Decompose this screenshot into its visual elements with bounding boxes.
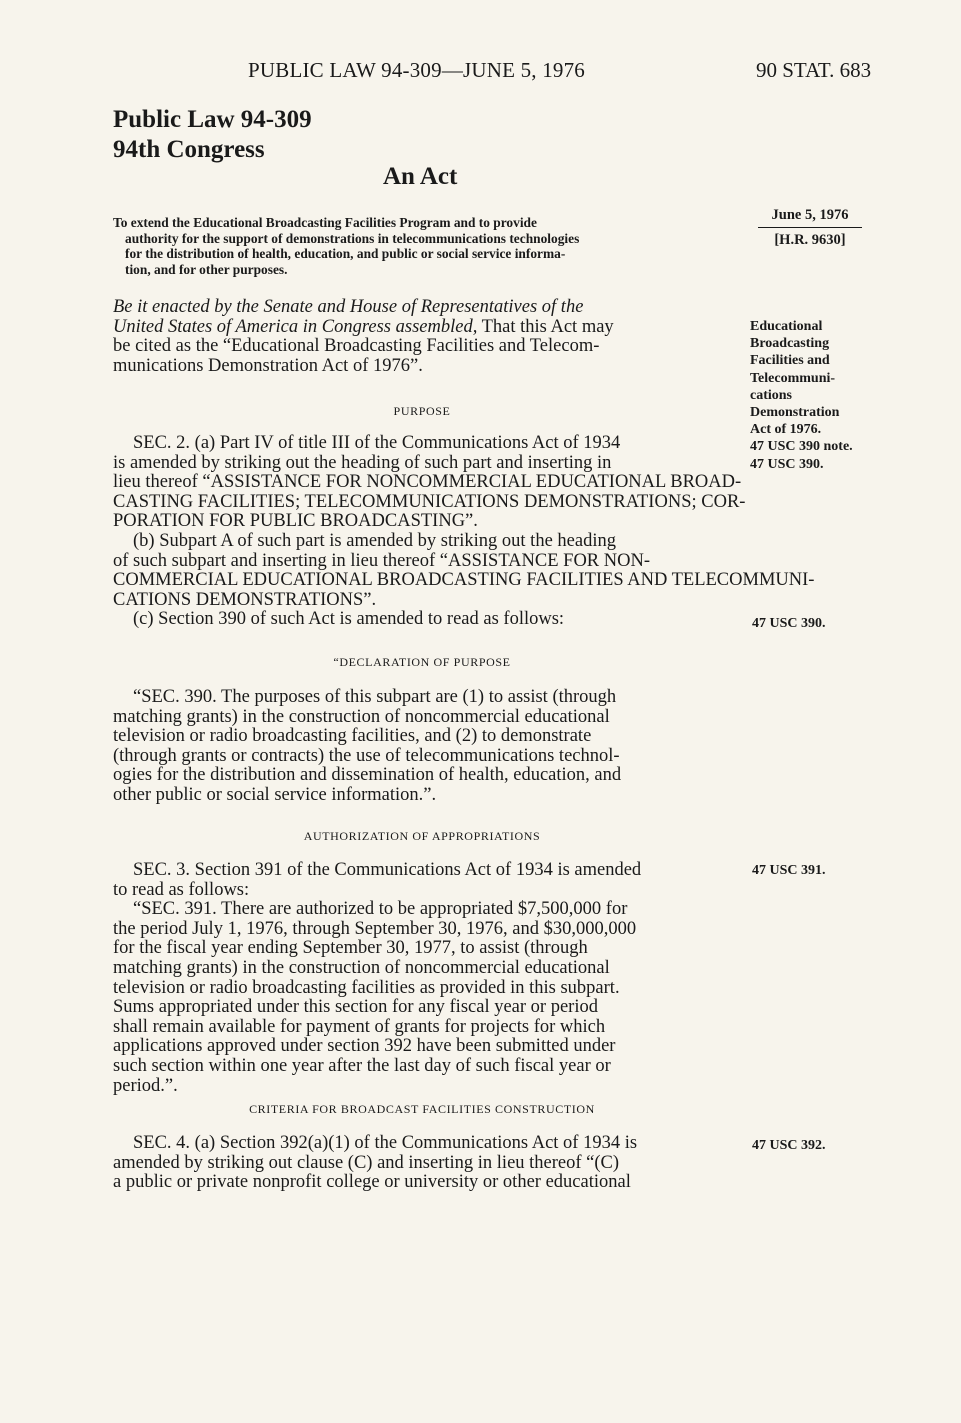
enacting-line — [113, 318, 733, 338]
section-line: matching grants) in the construction of noncommercial educational — [113, 706, 610, 727]
section-line: applications approved under section 392 have been submitted under — [113, 1036, 616, 1057]
margin-note-line: Demonstration — [750, 405, 840, 421]
enacting-line: be cited as the “Educational Broadcasting Facilities and Telecom- — [113, 336, 600, 357]
enactment-date: June 5, 1976 — [758, 207, 862, 228]
summary-line: To extend the Educational Broadcasting Facilities Program and to provide — [113, 215, 537, 230]
section-line: SEC. 4. (a) Section 392(a)(1) of the Communications Act of 1934 is — [133, 1133, 638, 1153]
section-line: Sums appropriated under this section for any fiscal year or period — [113, 997, 598, 1018]
subsection-heading-declaration: “DECLARATION OF PURPOSE — [333, 655, 511, 669]
section-line: for the fiscal year ending September 30, 1977, to assist (through — [113, 938, 588, 959]
section-line: CATIONS DEMONSTRATIONS”. — [113, 589, 377, 610]
margin-note-usc: 47 USC 390. — [750, 456, 824, 472]
enacting-rest: That this Act may — [477, 316, 614, 337]
margin-note-usc-391: 47 USC 391. — [752, 863, 826, 878]
section-line: television or radio broadcasting facilities as provided in this subpart. — [113, 977, 620, 998]
section-line: PORATION FOR PUBLIC BROADCASTING”. — [113, 511, 478, 532]
section-line: matching grants) in the construction of noncommercial educational — [113, 957, 610, 978]
section-line: amended by striking out clause (C) and inserting in lieu thereof “(C) — [113, 1152, 620, 1173]
section-line: television or radio broadcasting facilities, and (2) to demonstrate — [113, 726, 592, 747]
summary-line: for the distribution of health, education, and public or social service informa- — [125, 246, 566, 261]
summary-line: tion, and for other purposes. — [125, 261, 288, 277]
enacting-line: munications Demonstration Act of 1976”. — [113, 355, 423, 376]
section-line: a public or private nonprofit college or university or other educational — [113, 1172, 631, 1193]
section-4-body — [113, 1134, 733, 1193]
section-line: (through grants or contracts) the use of telecommunications technol- — [113, 745, 620, 766]
margin-note-usc-390: 47 USC 390. — [752, 616, 826, 631]
section-heading-purpose: PURPOSE — [393, 404, 451, 418]
act-heading: An Act — [383, 163, 458, 190]
section-line: is amended by striking out the heading of such part and inserting in — [113, 452, 612, 473]
margin-note-line: Facilities and — [750, 353, 830, 369]
section-line: of such subpart and inserting in lieu thereof “ASSISTANCE FOR NON- — [113, 550, 651, 571]
section-line: the period July 1, 1976, through September 30, 1976, and $30,000,000 — [113, 918, 637, 939]
margin-note-short-title — [750, 318, 880, 473]
margin-note-line: Broadcasting — [750, 336, 830, 352]
section-line: CASTING FACILITIES; TELECOMMUNICATIONS DEMONSTRATIONS; COR- — [113, 491, 746, 512]
law-number: Public Law 94-309 — [113, 106, 312, 133]
section-line: COMMERCIAL EDUCATIONAL BROADCASTING FACILITIES AND TELECOMMUNI- — [113, 570, 815, 591]
enacting-italic: United States of America in Congress assembled, — [113, 316, 478, 337]
section-390-text — [113, 688, 733, 806]
section-line: such section within one year after the last day of such fiscal year or — [113, 1055, 611, 1076]
section-3-body — [113, 861, 733, 1096]
section-line: “SEC. 390. The purposes of this subpart are (1) to assist (through — [133, 687, 617, 707]
section-line: to read as follows: — [113, 879, 250, 900]
section-line: other public or social service information.”. — [113, 784, 437, 805]
act-purpose-summary — [113, 215, 731, 277]
section-line: ogies for the distribution and dissemination of health, education, and — [113, 765, 622, 786]
margin-note-line: Act of 1976. — [750, 422, 822, 438]
margin-note-line: Educational — [750, 319, 823, 334]
section-line: (c) Section 390 of such Act is amended to read as follows: — [133, 609, 565, 630]
bill-number: [H.R. 9630] — [774, 232, 846, 248]
section-heading-appropriations: AUTHORIZATION OF APPROPRIATIONS — [303, 829, 541, 843]
section-line: lieu thereof “ASSISTANCE FOR NONCOMMERCIAL EDUCATIONAL BROAD- — [113, 472, 742, 493]
section-line: (b) Subpart A of such part is amended by striking out the heading — [133, 530, 616, 551]
section-line: SEC. 2. (a) Part IV of title III of the Communications Act of 1934 — [133, 433, 621, 453]
section-line: period.”. — [113, 1075, 178, 1096]
margin-note-line: Telecommuni- — [750, 370, 836, 386]
enacting-clause — [113, 298, 733, 376]
section-line: SEC. 3. Section 391 of the Communications Act of 1934 is amended — [133, 860, 642, 880]
enacting-line: Be it enacted by the Senate and House of Representatives of the — [113, 297, 584, 317]
section-heading-criteria: CRITERIA FOR BROADCAST FACILITIES CONSTRUCTION — [249, 1102, 595, 1116]
section-line: shall remain available for payment of grants for projects for which — [113, 1016, 606, 1037]
margin-note-line: cations — [750, 387, 792, 403]
congress-number: 94th Congress — [113, 136, 265, 163]
margin-note-usc-392: 47 USC 392. — [752, 1138, 826, 1153]
enactment-date-box — [758, 207, 862, 249]
summary-line: authority for the support of demonstrations in telecommunications technologies — [125, 230, 580, 246]
section-line: “SEC. 391. There are authorized to be appropriated $7,500,000 for — [133, 899, 628, 920]
margin-note-usc: 47 USC 390 note. — [750, 439, 853, 455]
running-header-title: PUBLIC LAW 94-309—JUNE 5, 1976 — [248, 58, 586, 82]
running-header-page: 90 STAT. 683 — [756, 58, 872, 82]
